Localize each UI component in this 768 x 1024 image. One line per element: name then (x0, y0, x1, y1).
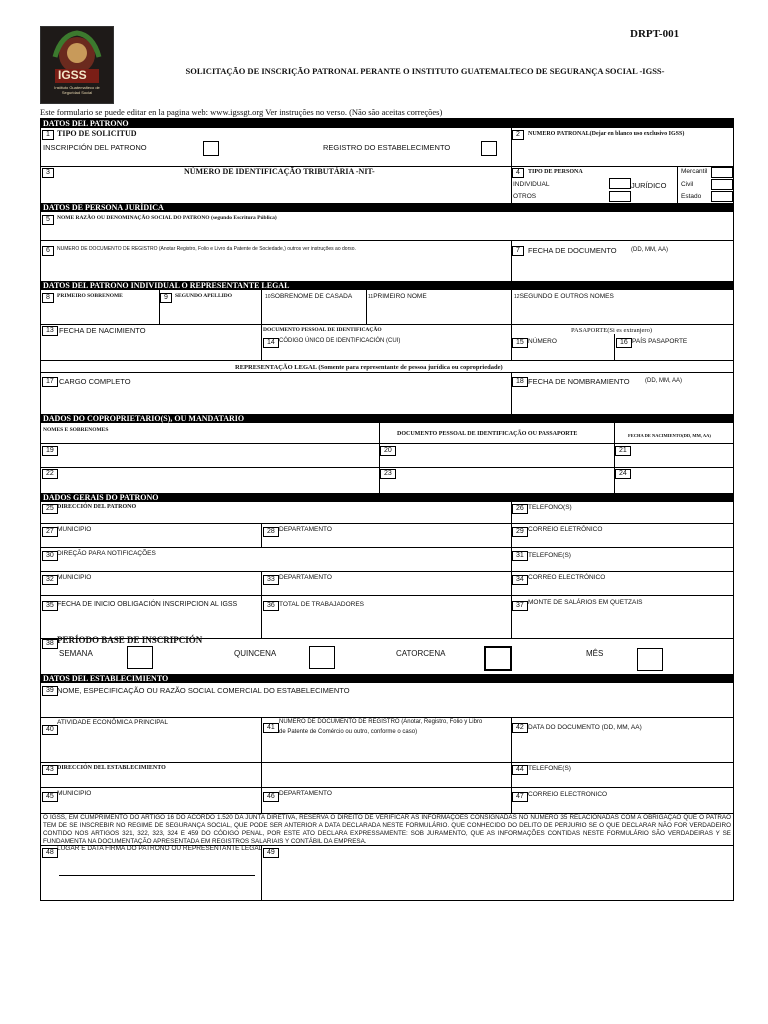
checkbox-otros[interactable] (609, 191, 631, 202)
label-nomes-sobrenomes: NOMES E SOBRENOMES (43, 427, 109, 433)
num-35: 35 (42, 601, 58, 611)
label-fecha-nacimiento: FECHA DE NACIMIENTO (59, 326, 146, 335)
label-fecha-nac-coprop: FECHA DE NACIMIENTO(DD, MM, AA) (628, 433, 711, 438)
label-correio-1: CORREIO ELETRÔNICO (528, 526, 603, 533)
label-tipo-persona: TIPO DE PERSONA (528, 169, 583, 175)
num-11: 11 (368, 294, 374, 300)
signature-line (59, 875, 255, 876)
num-45: 45 (42, 792, 58, 802)
label-total-trabajadores: TOTAL DE TRABAJADORES (279, 601, 365, 608)
label-segundo-apellido: SEGUNDO APELLIDO (175, 293, 232, 299)
num-37: 37 (512, 601, 528, 611)
num-6: 6 (42, 246, 54, 256)
num-29: 29 (512, 527, 528, 537)
num-1: 1 (42, 130, 54, 140)
num-49: 49 (263, 848, 279, 858)
num-25: 25 (42, 504, 58, 514)
checkbox-registro-establecimento[interactable] (481, 141, 497, 156)
label-fecha-formato: (DD, MM, AA) (631, 247, 668, 253)
section-individual: DATOS DEL PATRONO INDIVIDUAL O REPRESENTANTE LEGAL (41, 281, 733, 290)
num-23: 23 (380, 469, 396, 479)
registration-form (40, 118, 734, 901)
label-municipio-2: MUNICIPIO (57, 574, 92, 581)
checkbox-estado[interactable] (711, 191, 733, 202)
label-telefono: TELEFONO(S) (528, 504, 572, 511)
label-mercantil: Mercantil (681, 168, 708, 175)
num-12: 12 (514, 294, 520, 300)
num-14: 14 (263, 338, 279, 348)
label-nombramiento-formato: (DD, MM, AA) (645, 378, 682, 384)
label-doc-registro-est: NÚMERO DE DOCUMENTO DE REGISTRO (Anotar, Registro, Folio y Libro (279, 719, 483, 725)
label-estado: Estado (681, 193, 702, 200)
num-31: 31 (512, 551, 528, 561)
label-direccion-patrono: DIRECCIÓN DEL PATRONO (57, 504, 137, 510)
num-22: 22 (42, 469, 58, 479)
form-code: DRPT-001 (630, 28, 680, 40)
num-44: 44 (512, 765, 528, 775)
num-42: 42 (512, 723, 528, 733)
num-30: 30 (42, 551, 58, 561)
label-doc-registro-est-2: de Patente de Comércio ou outro, conforme o caso) (279, 729, 418, 735)
checkbox-semana[interactable] (127, 646, 153, 669)
num-40: 40 (42, 725, 58, 735)
num-34: 34 (512, 575, 528, 585)
num-47: 47 (512, 792, 528, 802)
section-gerais: DADOS GERAIS DO PATRONO (41, 493, 733, 502)
logo-text: IGSS (58, 68, 87, 82)
label-municipio-est: MUNICIPIO (57, 790, 92, 797)
num-13: 13 (42, 326, 58, 336)
num-32: 32 (42, 575, 58, 585)
label-documento-pessoal: DOCUMENTO PESSOAL DE IDENTIFICAÇÃO (263, 327, 382, 333)
num-27: 27 (42, 527, 58, 537)
num-4: 4 (512, 168, 524, 178)
checkbox-quincena[interactable] (309, 646, 335, 669)
num-46: 46 (263, 792, 279, 802)
label-representacao-legal: REPRESENTAÇÃO LEGAL (Somente para representante de pessoa jurídica ou copropriedade) (235, 364, 503, 371)
label-pasaporte: PASAPORTE(Si es extranjero) (571, 327, 652, 334)
label-juridico: JURÍDICO (631, 181, 667, 190)
num-18: 18 (512, 377, 528, 387)
form-title: SOLICITAÇÃO DE INSCRIÇÃO PATRONAL PERANTE O INSTITUTO GUATEMALTECO DE SEGURANÇA SOCIAL -IGSS- (185, 66, 665, 76)
num-43: 43 (42, 765, 58, 775)
label-quincena: QUINCENA (234, 649, 277, 658)
checkbox-inscripcion-patrono[interactable] (203, 141, 219, 156)
label-numero: NÚMERO (528, 338, 557, 345)
checkbox-civil[interactable] (711, 179, 733, 190)
label-registro-establecimento: REGISTRO DO ESTABELECIMENTO (323, 143, 451, 152)
num-15: 15 (512, 338, 528, 348)
section-patrono: DATOS DEL PATRONO (41, 119, 733, 128)
label-data-documento: DATA DO DOCUMENTO (DD, MM, AA) (528, 724, 642, 731)
label-fecha-documento: FECHA DE DOCUMENTO (528, 246, 617, 255)
label-mes: MÊS (586, 649, 604, 658)
num-16: 16 (616, 338, 632, 348)
num-17: 17 (42, 377, 58, 387)
checkbox-mercantil[interactable] (711, 167, 733, 178)
label-cargo-completo: CARGO COMPLETO (59, 377, 131, 386)
num-39: 39 (42, 686, 58, 696)
label-telefone-est: TELEFONE(S) (528, 765, 571, 772)
form-note: Este formulario se puede editar en la pagina web: www.igssgt.org Ver instruções no verso. (Não são aceitas correções) (40, 107, 443, 117)
section-copropietario: DADOS DO COPROPRIETARIO(S), OU MANDATARIO (41, 414, 733, 423)
legal-declaration: O IGSS, EM CUMPRIMENTO DO ARTIGO 16 DO ACORDO 1.520 DA JUNTA DIRETIVA, RESERVA O DIREITO DE VERIFICAR AS INFORMAÇÕES CONSIGNADAS NO NÚMERO 35 RELACIONADAS COM A OBRIGAÇÃO QUE O PATRÃO TEM DE SE INSCREBIR NO REGIME DE SEGURANÇA SOCIAL, QUE PODE SER ANTERIOR A DATA DECLARADA NESTE FORMULÁRIO. QUE CONHECIDO DO DELITO DE PERJURIO SE O QUE DECLARAR NÃO FOR VERDADEIRO CONTIDO NOS ARTIGOS 321, 322, 323, 324 E 459 DO CÓDIGO PENAL, POR ESTE ATO DECLARA EXPRESSAMENTE: SOB JURAMENTO, QUE AS INFORMAÇÕES CONTIDAS NESTE FORMULÁRIO SÃO VERDADEIRAS Y SE FUNDAMENTA NA DOCUMENTAÇÃO APRESENTADA EM REGISTROS SALARIAIS Y CONTÁBIL DA EMPRESA. (43, 814, 731, 845)
label-segundo-nomes-text: SEGUNDO E OUTROS NOMES (519, 293, 614, 300)
label-departamento-2: DEPARTAMENTO (279, 574, 332, 581)
label-otros: OTROS (513, 193, 537, 200)
num-28: 28 (263, 527, 279, 537)
label-segundo-nomes (514, 292, 614, 302)
label-inscripcion-patrono: INSCRIPCIÓN DEL PATRONO (43, 143, 147, 152)
num-5: 5 (42, 215, 54, 225)
logo-subtext: Instituto Guatemalteco de Seguridad Social (54, 85, 100, 95)
label-sobrenome-casada-text: SOBRENOME DE CASADA (270, 293, 353, 300)
label-departamento-est: DEPARTAMENTO (279, 790, 332, 797)
label-notificacoes: DIREÇÃO PARA NOTIFICAÇÕES (57, 550, 156, 557)
label-semana: SEMANA (59, 649, 93, 658)
label-nit: NÚMERO DE IDENTIFICAÇÃO TRIBUTÁRIA -NIT- (184, 167, 375, 176)
num-20: 20 (380, 446, 396, 456)
label-municipio-1: MUNICIPIO (57, 526, 92, 533)
num-21: 21 (615, 446, 631, 456)
label-individual: INDIVIDUAL (513, 181, 550, 188)
num-9: 9 (160, 293, 172, 303)
num-24: 24 (615, 469, 631, 479)
num-41: 41 (263, 723, 279, 733)
label-primeiro-nome-text: PRIMEIRO NOME (373, 293, 427, 300)
num-19: 19 (42, 446, 58, 456)
label-fecha-inicio: FECHA DE INICIO OBLIGACIÓN INSCRIPCION AL IGSS (57, 601, 238, 608)
label-sobrenome-casada (265, 292, 352, 302)
label-doc-passaporte: DOCUMENTO PESSOAL DE IDENTIFICAÇÃO OU PASSAPORTE (397, 431, 578, 437)
label-cui: CÓDIGO ÚNICO DE IDENTIFICACIÓN (CUI) (279, 338, 401, 344)
label-departamento-1: DEPARTAMENTO (279, 526, 332, 533)
num-36: 36 (263, 601, 279, 611)
section-establecimiento: DATOS DEL ESTABLECIMIENTO (41, 674, 733, 683)
num-8: 8 (42, 293, 54, 303)
label-civil: Civil (681, 181, 694, 188)
label-primeiro-sobrenome: PRIMEIRO SOBRENOME (57, 293, 123, 299)
label-monte-salarios: MONTE DE SALÁRIOS EM QUETZAIS (528, 599, 643, 606)
label-telefone-notif: TELEFONE(S) (528, 552, 571, 559)
label-documento-registro: NUMERO DE DOCUMENTO DE REGISTRO (Anotar Registro, Folio e Livro da Patente de Sociedade,) outros ver instruções ao dorso. (57, 246, 356, 252)
label-tipo-solicitud: TIPO DE SOLICITUD (57, 129, 137, 138)
num-48: 48 (42, 848, 58, 858)
label-nome-establecimento: NOME, ESPECIFICAÇÃO OU RAZÃO SOCIAL COMERCIAL DO ESTABELECIMENTO (57, 686, 350, 695)
num-38: 38 (42, 639, 58, 649)
num-3: 3 (42, 168, 54, 178)
checkbox-catorcena[interactable] (484, 646, 512, 671)
label-correio-est: CORREIO ELECTRONICO (528, 791, 608, 798)
label-primeiro-nome (368, 292, 427, 302)
igss-logo (40, 26, 114, 104)
label-periodo-base: PERÍODO BASE DE INSCRIPCIÓN (57, 635, 203, 645)
label-atividade: ATIVIDADE ECONÔMICA PRINCIPAL (57, 719, 169, 726)
num-26: 26 (512, 504, 528, 514)
label-correo-2: CORREO ELECTRÓNICO (528, 574, 606, 581)
num-2: 2 (512, 130, 524, 140)
checkbox-mes[interactable] (637, 648, 663, 671)
label-pais-pasaporte: PAÍS PASAPORTE (632, 338, 688, 345)
checkbox-individual[interactable] (609, 178, 631, 189)
section-juridica: DATOS DE PERSONA JURÍDICA (41, 203, 733, 212)
label-numero-patronal: NUMERO PATRONAL(Dejar en blanco uso exclusivo IGSS) (528, 131, 685, 137)
label-razao-social: NOME RAZÃO OU DENOMINAÇÃO SOCIAL DO PATRONO (segundo Escritura Pública) (57, 215, 277, 221)
label-fecha-nombramiento: FECHA DE NOMBRAMIENTO (528, 377, 630, 386)
num-7: 7 (512, 246, 524, 256)
label-lugar-data-firma: LUGAR E DATA FIRMA DO PATRONO OU REPRESENTANTE LEGAL (57, 845, 263, 852)
label-catorcena: CATORCENA (396, 649, 446, 658)
num-33: 33 (263, 575, 279, 585)
num-10: 10 (265, 294, 271, 300)
label-direccion-est: DIRECCIÓN DEL ESTABLECIMIENTO (57, 765, 166, 771)
